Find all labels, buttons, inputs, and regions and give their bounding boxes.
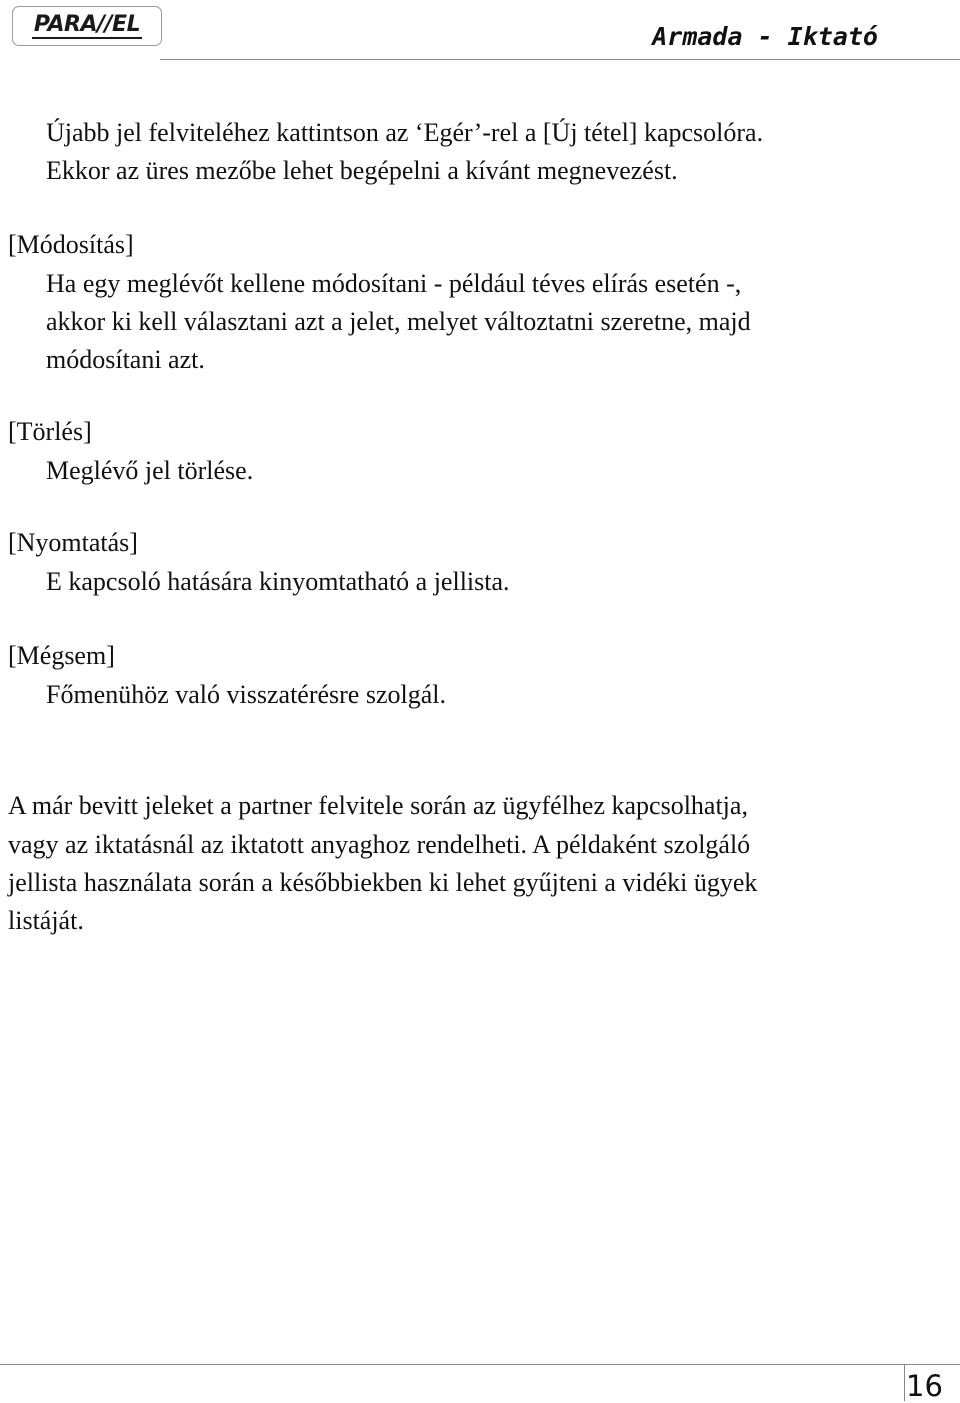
intro-line: Ekkor az üres mezőbe lehet begépelni a kívánt megnevezést. xyxy=(46,156,678,185)
footer-divider xyxy=(0,1364,960,1365)
closing-paragraph-line: jellista használata során a későbbiekben ki lehet gyűjteni a vidéki ügyek xyxy=(8,868,758,897)
page-number: 16 xyxy=(906,1369,943,1403)
section-text-modify: akkor ki kell választani azt a jelet, melyet változtatni szeretne, majd xyxy=(46,307,751,336)
logo-text: PARA//EL xyxy=(33,12,141,37)
section-text-delete: Meglévő jel törlése. xyxy=(46,456,254,485)
parallel-logo xyxy=(12,6,162,46)
intro-line: Újabb jel felviteléhez kattintson az ‘Egér’-rel a [Új tétel] kapcsolóra. xyxy=(46,118,764,147)
section-text-cancel: Főmenühöz való visszatérésre szolgál. xyxy=(46,680,446,709)
section-heading-cancel: [Mégsem] xyxy=(8,641,115,670)
section-text-print: E kapcsoló hatására kinyomtatható a jellista. xyxy=(46,567,510,596)
section-text-modify: Ha egy meglévőt kellene módosítani - például téves elírás esetén -, xyxy=(46,269,742,298)
section-heading-delete: [Törlés] xyxy=(8,417,92,446)
closing-paragraph-line: A már bevitt jeleket a partner felvitele során az ügyfélhez kapcsolhatja, xyxy=(8,791,748,820)
page-header xyxy=(0,0,960,62)
closing-paragraph-line: listáját. xyxy=(8,906,84,935)
section-heading-print: [Nyomtatás] xyxy=(8,528,138,557)
section-heading-modify: [Módosítás] xyxy=(8,230,134,259)
section-text-modify: módosítani azt. xyxy=(46,345,205,374)
closing-paragraph-line: vagy az iktatásnál az iktatott anyaghoz rendelheti. A példaként szolgáló xyxy=(8,830,751,859)
document-title: Armada - Iktató xyxy=(652,22,878,51)
header-divider xyxy=(160,59,960,60)
